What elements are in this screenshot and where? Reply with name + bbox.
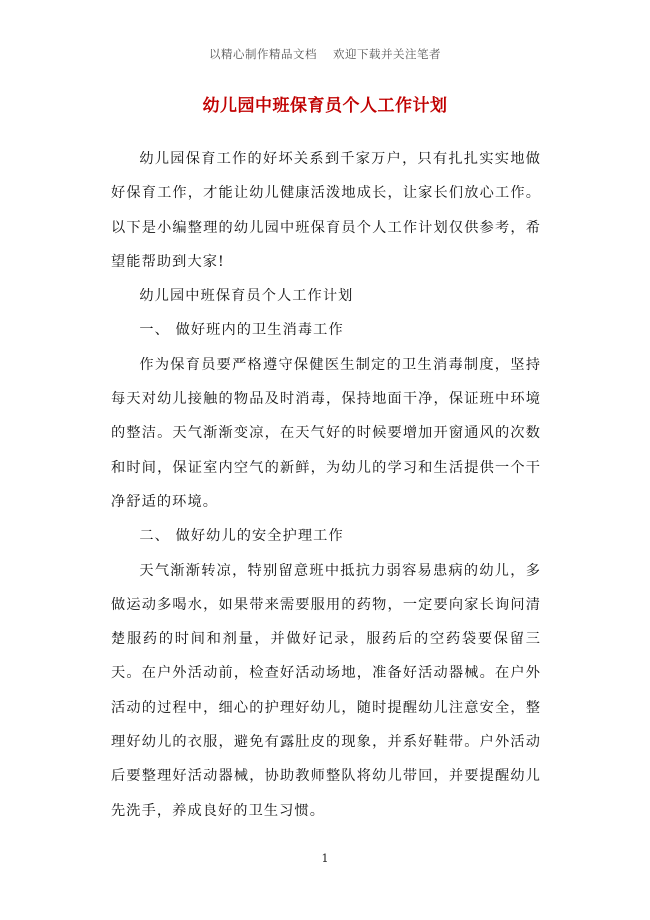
section-body-1: 作为保育员要严格遵守保健医生制定的卫生消毒制度，坚持每天对幼儿接触的物品及时消毒，保持地面干净，保证班中环境的整洁。天气渐渐变凉，在天气好的时候要增加开窗通风的次数和时间，保证室内空气的新鲜，为幼儿的学习和生活提供一个干净舒适的环境。 (111, 356, 541, 510)
section-body-2: 天气渐渐转凉，特别留意班中抵抗力弱容易患病的幼儿，多做运动多喝水，如果带来需要服用的药物，一定要向家长询问清楚服药的时间和剂量，并做好记录，服药后的空药袋要保留三天。在户外活动前，检查好活动场地，准备好活动器械。在户外活动的过程中，细心的护理好幼儿，随时提醒幼儿注意安全，整理好幼儿的衣服，避免有露肚皮的现象，并系好鞋带。户外活动后要整理好活动器械，协助教师整队将幼儿带回，并要提醒幼儿先洗手，养成良好的卫生习惯。 (111, 562, 541, 819)
subtitle-paragraph: 幼儿园中班保育员个人工作计划 (139, 288, 354, 305)
header-left-text: 以精心制作精品文档 (209, 47, 317, 61)
header-right-text: 欢迎下载并关注笔者 (333, 47, 441, 61)
section-heading-2: 二、 做好幼儿的安全护理工作 (139, 528, 344, 545)
page-number: 1 (321, 852, 329, 865)
document-title: 幼儿园中班保育员个人工作计划 (202, 96, 448, 116)
page-header (0, 46, 650, 62)
intro-paragraph: 幼儿园保育工作的好坏关系到千家万户，只有扎扎实实地做好保育工作，才能让幼儿健康活泼地成长，让家长们放心工作。以下是小编整理的幼儿园中班保育员个人工作计划仅供参考，希望能帮助到大家! (111, 151, 541, 270)
section-heading-1: 一、 做好班内的卫生消毒工作 (139, 322, 344, 339)
document-body (111, 142, 541, 828)
